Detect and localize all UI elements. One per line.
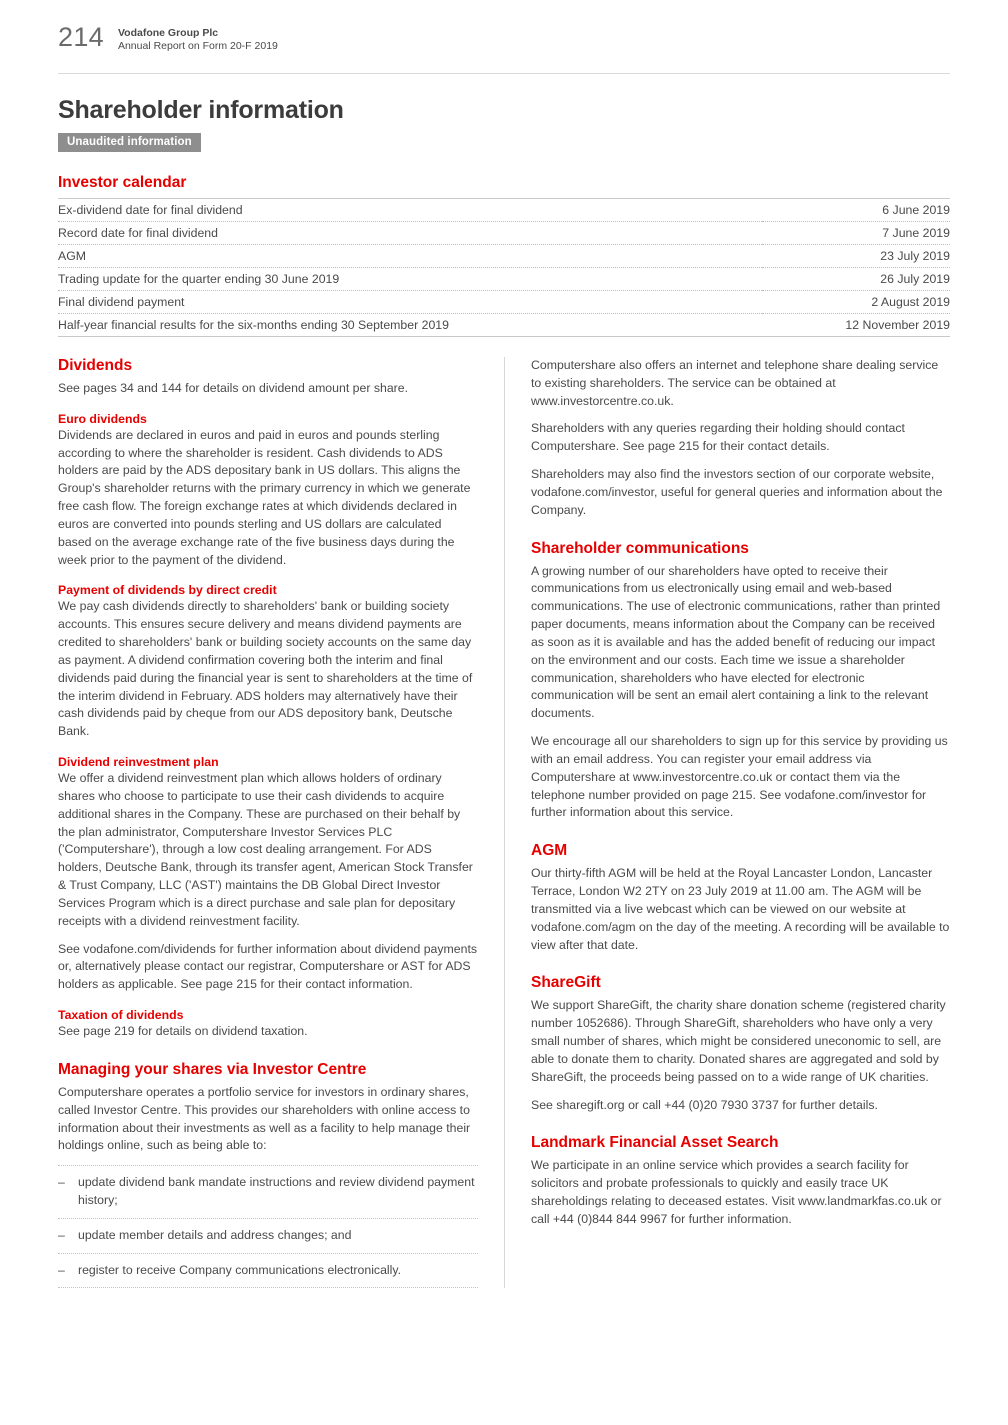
direct-credit-body: We pay cash dividends directly to shareholders' bank or building society accounts. This ensures secure delivery and means dividend payments are credited to shareholders' bank or building society accounts on the same day as payment. A dividend confirmation covering both the interim and final dividends paid during the financial year is sent to shareholders at the time of the interim dividend in February. ADS holders may alternatively have their cash dividends paid by cheque from our ADS depository bank, Deutsche Bank. [58,599,473,739]
dividend-reinvestment-body-2: See vodafone.com/dividends for further information about dividend payments or, alternatively please contact our registrar, Computershare or AST for ADS holders as applicable. See page 215 for their contact information. [58,941,478,992]
content-columns [58,357,950,1288]
shareholder-communications-body-2: We encourage all our shareholders to sign up for this service by providing us with an email address. You can register your email address via Computershare at www.investorcentre.co.uk or contact them via the telephone number provided on page 215. See vodafone.com/investor for further information about this service. [531,734,948,820]
dividend-reinvestment-heading: Dividend reinvestment plan [58,755,219,770]
landmark-body: We participate in an online service which provides a search facility for solicitors and probate professionals to quickly and easily trace UK shareholdings relating to deceased estates. Visit www.landmarkfas.co.uk or call +44 (0)844 844 9967 for further information. [531,1158,942,1226]
table-row [58,268,950,291]
investor-calendar-table [58,198,950,337]
sharegift-heading: ShareGift [531,974,601,992]
right-column [504,357,950,1288]
page-header [58,22,950,74]
shareholder-communications-heading: Shareholder communications [531,539,749,557]
calendar-date: 6 June 2019 [882,203,950,217]
computershare-paragraph-3: Shareholders may also find the investors section of our corporate website, vodafone.com/investor, useful for general queries and information about the Company. [531,467,943,517]
header-report-subtitle: Annual Report on Form 20-F 2019 [117,40,278,53]
status-badge: Unaudited information [58,133,201,152]
calendar-date: 23 July 2019 [880,249,950,263]
calendar-event: Trading update for the quarter ending 30 June 2019 [58,272,340,286]
euro-dividends-heading: Euro dividends [58,411,147,426]
list-item [58,1165,478,1218]
dividend-reinvestment-body: We offer a dividend reinvestment plan which allows holders of ordinary shares who choose to participate to use their cash dividends to acquire additional shares in the Company. These are purchased on their behalf by the plan administrator, Computershare Investor Services PLC ('Computershare'), through a low cost dealing arrangement. For ADS holders, Deutsche Bank, through its transfer agent, American Stock Transfer & Trust Company, LLC ('AST') maintains the DB Global Direct Investor Services Program which is a direct purchase and sale plan for depositary receipts with a dividend reinvestment facility. [58,771,473,928]
calendar-event: Half-year financial results for the six-months ending 30 September 2019 [58,318,449,332]
header-text-block [118,22,278,53]
dash-icon: – [58,1175,65,1190]
list-item [58,1253,478,1289]
computershare-paragraph-1: Computershare also offers an internet and telephone share dealing service to existing shareholders. The service can be obtained at www.investorcentre.co.uk. [531,358,939,408]
page-title: Shareholder information [58,96,344,124]
calendar-date: 2 August 2019 [871,295,950,309]
calendar-event: Ex-dividend date for final dividend [58,203,243,217]
header-company-name: Vodafone Group Plc [117,27,219,39]
investor-centre-bullet-list [58,1165,478,1288]
dividends-heading: Dividends [58,357,133,374]
taxation-body: See page 219 for details on dividend taxation. [58,1024,308,1039]
list-item [58,1218,478,1253]
table-row [58,245,950,268]
sharegift-body-2: See sharegift.org or call +44 (0)20 7930 3737 for further details. [531,1097,878,1112]
sharegift-body-1: We support ShareGift, the charity share donation scheme (registered charity number 1052686). Through ShareGift, shareholders who have only a very small number of shares, which might be considered uneconomic to sell, are able to donate them to charity. Donated shares are aggregated and sold by ShareGift, the proceeds being passed on to a wide range of UK charities. [531,998,946,1084]
investor-centre-body: Computershare operates a portfolio service for investors in ordinary shares, called Investor Centre. This provides our shareholders with online access to information about their investments as well as a facility to help manage their holdings online, such as being able to: [58,1084,471,1153]
investor-centre-heading: Managing your shares via Investor Centre [58,1060,367,1078]
agm-heading: AGM [531,842,568,860]
table-row [58,291,950,314]
table-row [58,199,950,222]
computershare-paragraph-2: Shareholders with any queries regarding their holding should contact Computershare. See page 215 for their contact details. [531,421,905,454]
dividends-intro: See pages 34 and 144 for details on dividend amount per share. [58,381,409,395]
dash-icon: – [58,1262,65,1277]
calendar-event: AGM [58,249,87,263]
page-number: 214 [58,22,104,52]
calendar-event: Record date for final dividend [58,226,218,240]
list-item-label: update dividend bank mandate instructions and review dividend payment history; [78,1175,475,1207]
calendar-date: 12 November 2019 [845,318,950,332]
left-column [58,357,504,1288]
agm-body: Our thirty-fifth AGM will be held at the Royal Lancaster London, Lancaster Terrace, London W2 2TY on 23 July 2019 at 11.00 am. The AGM will be transmitted via a live webcast which can be viewed on our website at vodafone.com/agm on the day of the meeting. A recording will be available to view after that date. [531,866,950,952]
calendar-event: Final dividend payment [58,295,185,309]
calendar-date: 26 July 2019 [880,272,950,286]
table-row [58,222,950,245]
landmark-heading: Landmark Financial Asset Search [531,1134,779,1152]
taxation-heading: Taxation of dividends [58,1008,184,1023]
list-item-label: update member details and address changes; and [78,1227,352,1242]
direct-credit-heading: Payment of dividends by direct credit [58,583,277,598]
shareholder-communications-body-1: A growing number of our shareholders have opted to receive their communications from us electronically using email and web-based communications. The use of electronic communications, rather than printed paper documents, means information about the Company can be received as soon as it is available and has the added benefit of reducing our impact on the environment and our costs. Each time we issue a shareholder communication, shareholders who have elected for electronic communication will be sent an email alert containing a link to the relevant documents. [531,563,941,721]
euro-dividends-body: Dividends are declared in euros and paid in euros and pounds sterling according to where the shareholder is resident. Cash dividends to ADS holders are paid by the ADS depositary bank in US dollars. This aligns the Group's shareholder returns with the primary currency in which we generate free cash flow. The foreign exchange rates at which dividends declared in euros are converted into pounds sterling and US dollars are calculated based on the average exchange rate of the five business days during the week prior to the payment of the dividend. [58,427,471,567]
list-item-label: register to receive Company communications electronically. [78,1262,402,1277]
table-row [58,314,950,337]
dash-icon: – [58,1227,65,1242]
calendar-date: 7 June 2019 [882,226,950,240]
investor-calendar-heading: Investor calendar [58,174,187,191]
